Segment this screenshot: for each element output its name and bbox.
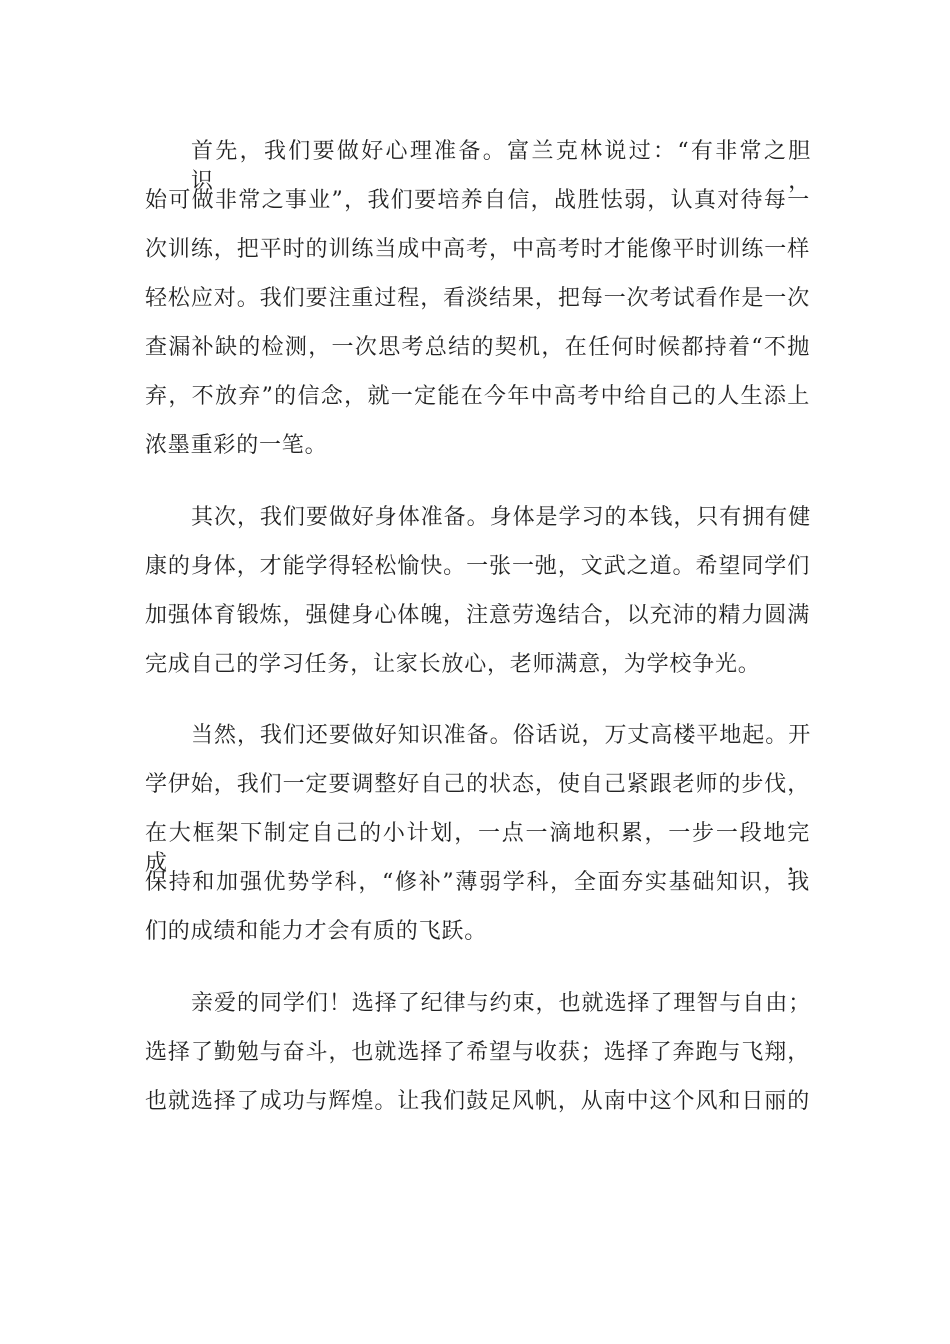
paragraph-line: 亲爱的同学们！选择了纪律与约束，也就选择了理智与自由； — [191, 991, 811, 1016]
paragraph-line: 查漏补缺的检测，一次思考总结的契机，在任何时候都持着“不抛 — [145, 335, 810, 360]
paragraph-line: 在大框架下制定自己的小计划，一点一滴地积累，一步一段地完成， — [145, 821, 810, 876]
paragraph-line: 次训练，把平时的训练当成中高考，中高考时才能像平时训练一样 — [145, 237, 810, 262]
paragraph-line: 保持和加强优势学科，“修补”薄弱学科，全面夯实基础知识，我 — [145, 870, 810, 895]
paragraph-line: 选择了勤勉与奋斗，也就选择了希望与收获；选择了奔跑与飞翔， — [145, 1040, 810, 1065]
paragraph-line: 其次，我们要做好身体准备。身体是学习的本钱，只有拥有健 — [191, 505, 811, 530]
paragraph-line: 浓墨重彩的一笔。 — [145, 433, 328, 458]
paragraph-line: 首先，我们要做好心理准备。富兰克林说过：“有非常之胆识， — [191, 139, 811, 194]
paragraph-line: 学伊始，我们一定要调整好自己的状态，使自己紧跟老师的步伐， — [145, 772, 810, 797]
paragraph-line: 也就选择了成功与辉煌。让我们鼓足风帆，从南中这个风和日丽的 — [145, 1089, 810, 1114]
paragraph-line: 康的身体，才能学得轻松愉快。一张一弛，文武之道。希望同学们 — [145, 554, 810, 579]
paragraph-line: 完成自己的学习任务，让家长放心，老师满意，为学校争光。 — [145, 652, 761, 677]
paragraph-line: 弃，不放弃”的信念，就一定能在今年中高考中给自己的人生添上 — [145, 384, 810, 409]
paragraph-line: 们的成绩和能力才会有质的飞跃。 — [145, 919, 488, 944]
paragraph-line: 当然，我们还要做好知识准备。俗话说，万丈高楼平地起。开 — [191, 723, 811, 748]
paragraph-line: 加强体育锻炼，强健身心体魄，注意劳逸结合，以充沛的精力圆满 — [145, 603, 810, 628]
paragraph-line: 始可做非常之事业”，我们要培养自信，战胜怯弱，认真对待每一 — [145, 188, 810, 213]
paragraph-line: 轻松应对。我们要注重过程，看淡结果，把每一次考试看作是一次 — [145, 286, 810, 311]
